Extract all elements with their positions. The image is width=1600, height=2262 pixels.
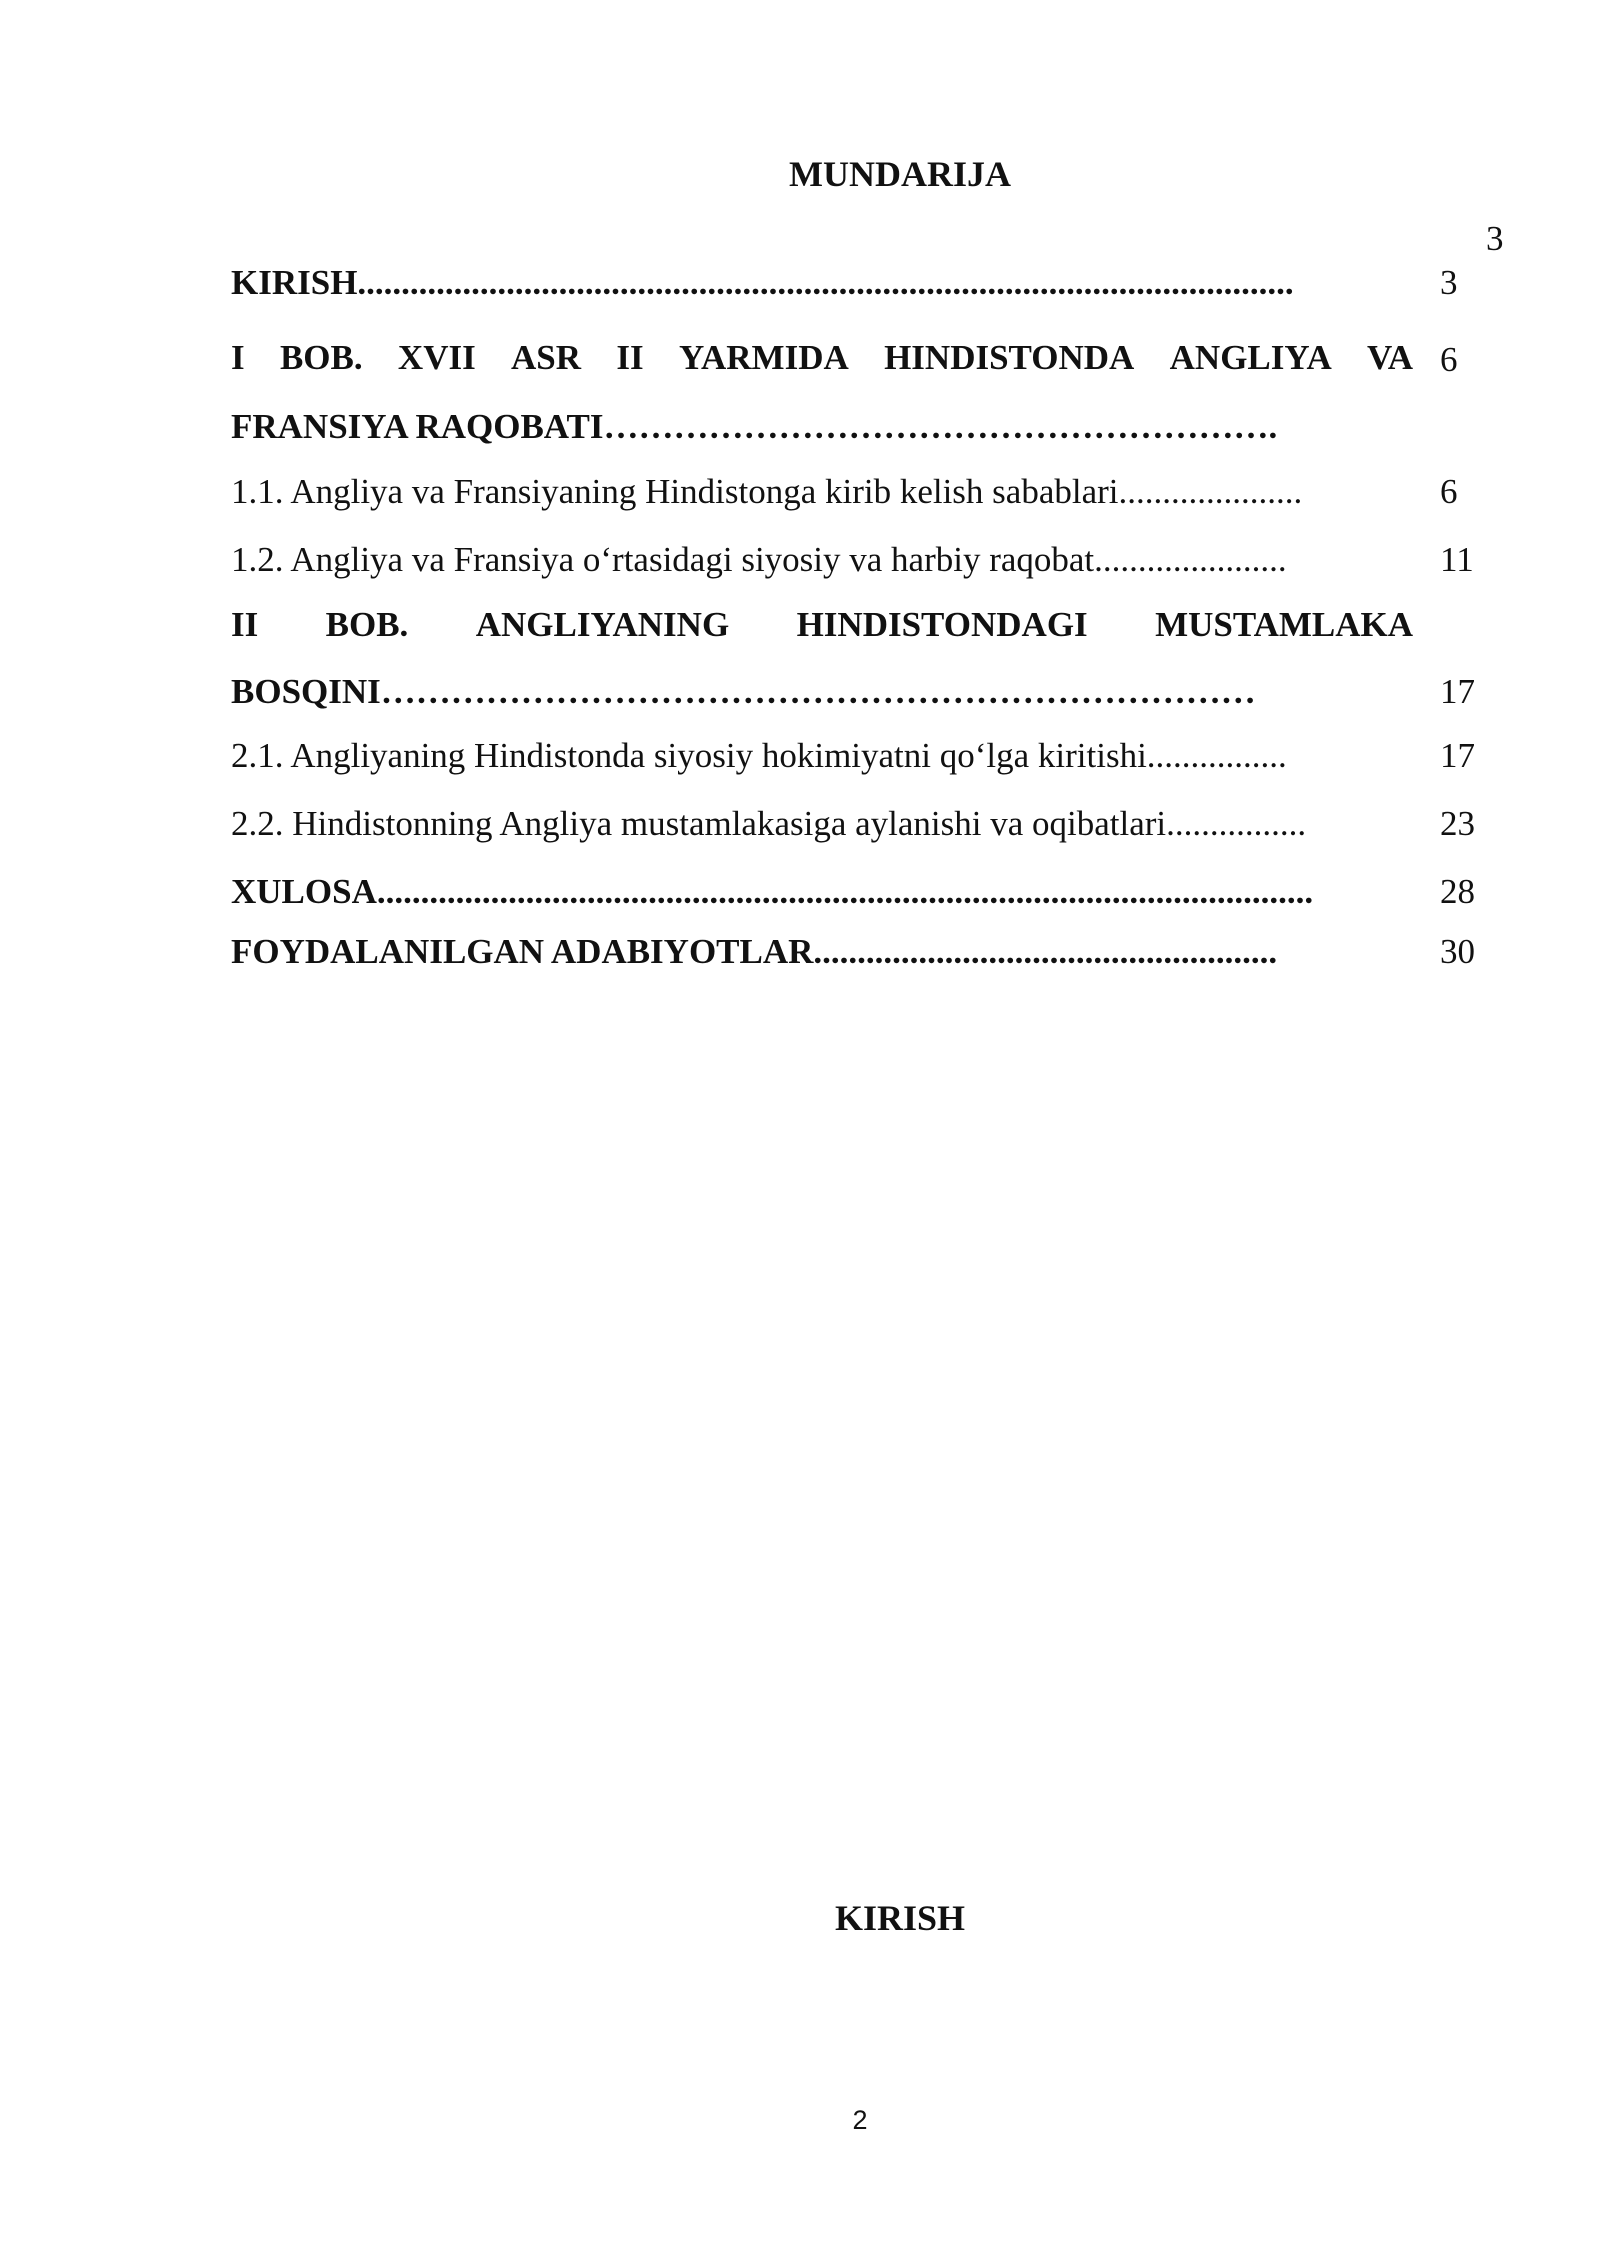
toc-entry-label: 1.2. Angliya va Fransiya o‘rtasidagi siyosiy va harbiy raqobat...................... [231, 540, 1287, 579]
section-heading-kirish: KIRISH [834, 1898, 966, 1938]
toc-entry-label: 1.1. Angliya va Fransiyaning Hindistonga kirib kelish sabablari..................... [231, 472, 1303, 511]
toc-entry-page: 3 [1440, 263, 1458, 302]
footer-page-number: 2 [852, 2105, 868, 2135]
margin-page-number: 3 [1486, 219, 1504, 258]
toc-entry-label: 2.1. Angliyaning Hindistonda siyosiy hokimiyatni qo‘lga kiritishi................ [231, 736, 1287, 775]
toc-entry-label: BOSQINI………………………………………………………………… [231, 672, 1256, 711]
toc-entry-label: 2.2. Hindistonning Angliya mustamlakasiga aylanishi va oqibatlari................ [231, 804, 1307, 843]
toc-entry-label: XULOSA........................................................................................................... [231, 872, 1314, 911]
toc-entry-page: 17 [1440, 736, 1475, 775]
toc-title: MUNDARIJA [789, 154, 1011, 194]
document-page: MUNDARIJA 3 KIRISH........................................................................................................... 3 6 I BOB. XVII ASR II YARMIDA HINDISTONDA ANGLIYA VA FRANSIYA RAQOBATI…………………………………………………. 1.1. Angliya va Fransiyaning Hindistonga kirib kelish sabablari..................... 6 1.2. Angliya va Fransiya o‘rtasidagi siyosiy va harbiy raqobat...................... 11 II BOB. ANGLIYANING HINDISTONDAGI MUSTAMLAKA BOSQINI………………………………………………………………… 17 2.1. Angliyaning Hindistonda siyosiy hokimiyatni qo‘lga kiritishi................ 17 2.2. Hindistonning Angliya mustamlakasiga aylanishi va oqibatlari................ 23 XULOSA........................................................................................................... 28 FOYDALANILGAN ADABIYOTLAR..................................................... 30 KIRISH 2 [0, 0, 1600, 2262]
toc-entry-page: 23 [1440, 804, 1475, 843]
toc-entry-page: 28 [1440, 872, 1475, 911]
toc-chapter-1-line-1: I BOB. XVII ASR II YARMIDA HINDISTONDA ANGLIYA VA [231, 338, 1414, 377]
toc-entry-label: FOYDALANILGAN ADABIYOTLAR..................................................... [231, 932, 1278, 971]
toc-chapter-2-line-1: II BOB. ANGLIYANING HINDISTONDAGI MUSTAMLAKA [231, 605, 1414, 644]
toc-entry-page: 17 [1440, 672, 1475, 711]
toc-entry-page: 11 [1440, 540, 1474, 579]
toc-entry-page: 30 [1440, 932, 1475, 971]
toc-entry-page: 6 [1440, 340, 1458, 379]
toc-entry-page: 6 [1440, 472, 1458, 511]
toc-entry-label: KIRISH........................................................................................................... [231, 263, 1294, 302]
